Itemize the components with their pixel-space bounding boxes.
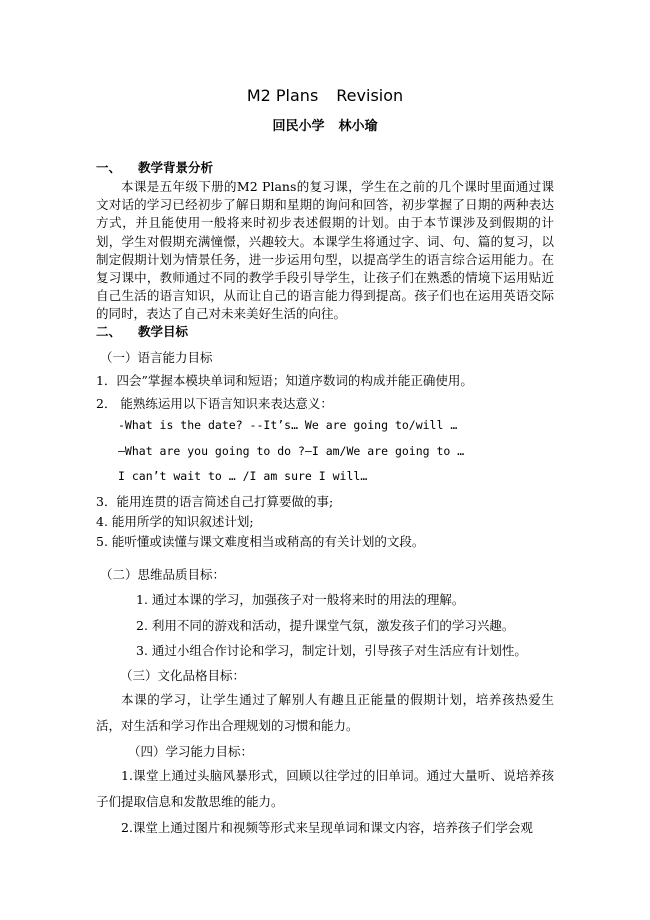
- title-part1: M2 Plans: [246, 86, 319, 105]
- author-line: [0, 115, 650, 134]
- section2-heading: [96, 322, 188, 340]
- goal1-item-3: 3．能用连贯的语言简述自己打算要做的事;: [96, 494, 334, 509]
- section2-number: 二、: [96, 324, 122, 339]
- author-name: 林小瑜: [338, 119, 378, 134]
- goal2-item-1: 1. 通过本课的学习，加强孩子对一般将来时的用法的理解。: [136, 592, 465, 607]
- goal3-text: 本课的学习，让学生通过了解别人有趣且正能量的假期计划，培养孩热爱生活，对生活和学习作出合理规划的习惯和能力。: [96, 692, 554, 733]
- goal2-item-3: 3. 通过小组合作讨论和学习，制定计划，引导孩子对生活应有计划性。: [136, 643, 527, 658]
- section1-heading: [96, 158, 213, 176]
- document-title: [0, 86, 650, 105]
- goal1-item-4: 4. 能用所学的知识叙述计划;: [96, 514, 254, 529]
- goal4-item-2: [96, 815, 554, 841]
- section2-title: 教学目标: [138, 324, 189, 339]
- goal1-example-1: -What is the date? --It’s… We are going to/will …: [118, 418, 458, 432]
- goal1-item-5: 5. 能听懂或读懂与课文难度相当或稍高的有关计划的文段。: [96, 534, 425, 549]
- title-part2: Revision: [336, 86, 404, 105]
- goal1-item-1: 1．四会”掌握本模块单词和短语；知道序数词的构成并能正确使用。: [96, 373, 473, 388]
- section1-title: 教学背景分析: [138, 160, 214, 175]
- goal3-heading: （三）文化品格目标：: [120, 668, 246, 683]
- goal4-item-1-text: 1.课堂上通过头脑风暴形式，回顾以往学过的旧单词。通过大量听、说培养孩子们提取信息和发散思维的能力。: [96, 768, 554, 809]
- section1-paragraph: [96, 178, 554, 324]
- goal2-heading: （二）思维品质目标：: [100, 567, 226, 582]
- goal1-item-2: 2． 能熟练运用以下语言知识来表达意义：: [96, 396, 333, 411]
- goal3-paragraph: [96, 687, 554, 739]
- goal1-example-2: —What are you going to do ?—I am/We are going to …: [118, 444, 465, 458]
- goal2-item-2: 2. 利用不同的游戏和活动，提升课堂气氛，激发孩子们的学习兴趣。: [136, 618, 515, 633]
- goal4-heading: （四）学习能力目标：: [128, 744, 254, 759]
- author-school: 回民小学: [272, 119, 325, 134]
- section1-text: 本课是五年级下册的M2 Plans的复习课，学生在之前的几个课时里面通过课文对话的学习已经初步了解日期和星期的询问和回答，初步掌握了日期的两种表达方式，并且能使用一般将来时初步表述假期的计划。由于本节课涉及到假期的计划，学生对假期充满憧憬，兴趣较大。本课学生将通过字、词、句、篇的复习，以制定假期计划为情景任务，进一步运用句型，以提高学生的语言综合运用能力。在复习课中，教师通过不同的教学手段引导学生，让孩子们在熟悉的情境下运用贴近自己生活的语言知识，从而让自己的语言能力得到提高。孩子们也在运用英语交际的同时，表达了自己对未来美好生活的向往。: [96, 179, 554, 322]
- goal1-example-3: I can’t wait to … /I am sure I will…: [118, 469, 368, 483]
- goal4-item-2-text: 2.课堂上通过图片和视频等形式来呈现单词和课文内容，培养孩子们学会观: [121, 820, 533, 835]
- goal1-heading: （一）语言能力目标: [100, 350, 213, 365]
- section1-number: 一、: [96, 160, 122, 175]
- goal4-item-1: [96, 763, 554, 815]
